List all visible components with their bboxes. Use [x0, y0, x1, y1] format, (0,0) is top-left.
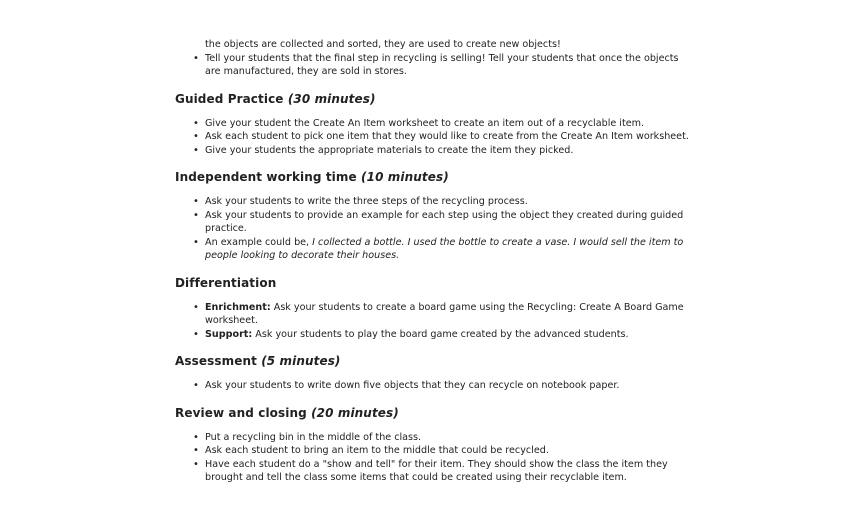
section-heading-assessment: [175, 353, 860, 369]
guided-practice-time: (30 minutes): [287, 91, 376, 106]
review-title: Review and closing: [175, 405, 307, 420]
example-italic-text: I collected a bottle. I used the bottle to create a vase. I would sell the item to people looking to decorate their houses.: [205, 236, 684, 261]
assessment-item-1: • Ask your students to write down five objects that they can recycle on notebook paper.: [205, 379, 695, 393]
guided-item-3: • Give your students the appropriate materials to create the item they picked.: [205, 144, 695, 158]
independent-item-1: • Ask your students to write the three steps of the recycling process.: [205, 195, 695, 209]
support-label: Support:: [205, 328, 253, 340]
enrichment-text: Ask your students to create a board game using the Recycling: Create A Board Game worksheet.: [205, 301, 684, 326]
review-item-1: • Put a recycling bin in the middle of the class.: [205, 431, 695, 445]
review-time: (20 minutes): [311, 405, 399, 420]
independent-item-example: [205, 236, 695, 263]
differentiation-item-enrichment: [205, 301, 695, 328]
independent-item-2: • Ask your students to provide an example for each step using the object they created during guided practice.: [205, 209, 695, 236]
section-heading-review: [175, 405, 860, 421]
guided-practice-title: Guided Practice: [175, 91, 284, 106]
section-heading-independent: [175, 169, 860, 185]
differentiation-item-support: [205, 328, 695, 342]
review-item-3: • Have each student do a "show and tell" for their item. They should show the class the item they brought and tell the class some items that could be created using their recyclable item.: [205, 458, 695, 485]
example-prefix: An example could be,: [205, 236, 310, 248]
review-item-2: • Ask each student to bring an item to the middle that could be recycled.: [205, 444, 695, 458]
intro-bullet-selling: • Tell your students that the final step in recycling is selling! Tell your students that once the objects are manufactured, they are sold in stores.: [205, 52, 695, 79]
guided-item-1: • Give your student the Create An Item worksheet to create an item out of a recyclable item.: [205, 117, 695, 131]
support-text: Ask your students to play the board game created by the advanced students.: [255, 328, 629, 340]
section-heading-differentiation: [175, 275, 860, 291]
section-heading-guided-practice: [175, 91, 860, 107]
assessment-title: Assessment: [175, 354, 257, 368]
independent-time: (10 minutes): [361, 170, 449, 184]
differentiation-title: Differentiation: [175, 275, 277, 290]
intro-continued-text: the objects are collected and sorted, they are used to create new objects!: [205, 39, 561, 50]
independent-title: Independent working time: [175, 170, 357, 184]
guided-item-2: • Ask each student to pick one item that they would like to create from the Create An Item worksheet.: [205, 130, 695, 144]
enrichment-label: Enrichment:: [205, 301, 271, 313]
assessment-time: (5 minutes): [261, 354, 341, 368]
